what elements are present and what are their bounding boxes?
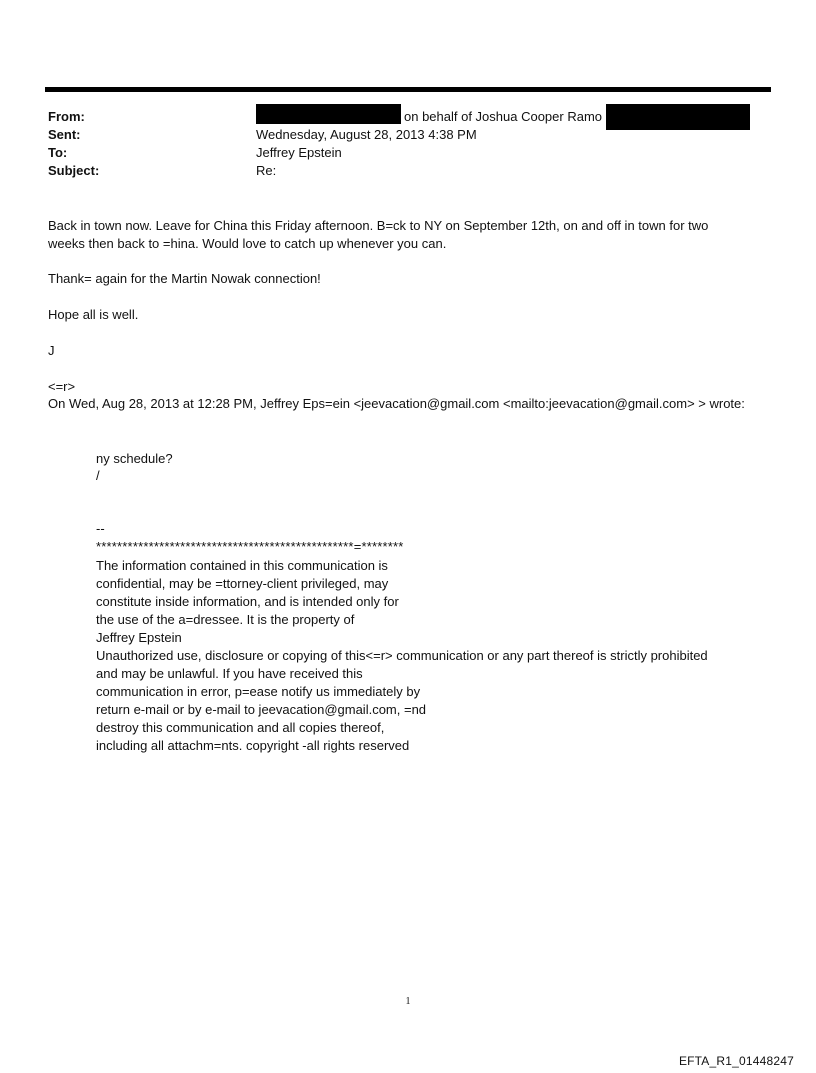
subject-label: Subject:	[48, 163, 100, 178]
quoted-text: ny schedule?	[96, 451, 173, 466]
from-value: on behalf of Joshua Cooper Ramo	[404, 109, 603, 124]
quote-intro: On Wed, Aug 28, 2013 at 12:28 PM, Jeffrey Eps=ein <jeevacation@gmail.com <mailto:jeevacation@gmail.com> > wrote:	[48, 396, 745, 411]
disclaimer-line: Unauthorized use, disclosure or copying of this<=r> communication or any part thereof is strictly prohibited	[96, 648, 708, 663]
disclaimer-line: and may be unlawful. If you have received this	[96, 666, 363, 681]
header-rule	[45, 87, 771, 92]
body-text: weeks then back to =hina. Would love to catch up whenever you can.	[48, 236, 447, 251]
sent-value: Wednesday, August 28, 2013 4:38 PM	[256, 127, 477, 142]
disclaimer-line: communication in error, p=ease notify us immediately by	[96, 684, 421, 699]
disclaimer-line: return e-mail or by e-mail to jeevacation@gmail.com, =nd	[96, 702, 427, 717]
redaction-block	[606, 104, 750, 130]
disclaimer-line: Jeffrey Epstein	[96, 630, 182, 645]
document-id: EFTA_R1_01448247	[678, 1054, 794, 1068]
subject-value: Re:	[256, 163, 277, 178]
sent-label: Sent:	[48, 127, 81, 142]
disclaimer-line: The information contained in this communication is	[96, 558, 388, 573]
from-label: From:	[48, 109, 85, 124]
redaction-block	[256, 104, 401, 124]
divider-stars: *************************************************=********	[96, 539, 404, 554]
body-text: Hope all is well.	[48, 307, 139, 322]
signature: J	[48, 343, 55, 358]
to-label: To:	[48, 145, 68, 160]
disclaimer-line: confidential, may be =ttorney-client privileged, may	[96, 576, 389, 591]
body-text: Back in town now. Leave for China this Friday afternoon. B=ck to NY on September 12th, on and off in town for two	[48, 218, 709, 233]
to-value: Jeffrey Epstein	[256, 145, 342, 160]
body-text: Thank= again for the Martin Nowak connection!	[48, 271, 321, 286]
quoted-text: /	[96, 468, 100, 483]
disclaimer-line: constitute inside information, and is intended only for	[96, 594, 399, 609]
signature-dashes: --	[96, 521, 105, 536]
disclaimer-line: destroy this communication and all copies thereof,	[96, 720, 385, 735]
disclaimer-line: including all attachm=nts. copyright -all rights reserved	[96, 738, 410, 753]
disclaimer-line: the use of the a=dressee. It is the property of	[96, 612, 355, 627]
line-break-marker: <=r>	[48, 379, 76, 394]
page-number: 1	[405, 996, 411, 1007]
